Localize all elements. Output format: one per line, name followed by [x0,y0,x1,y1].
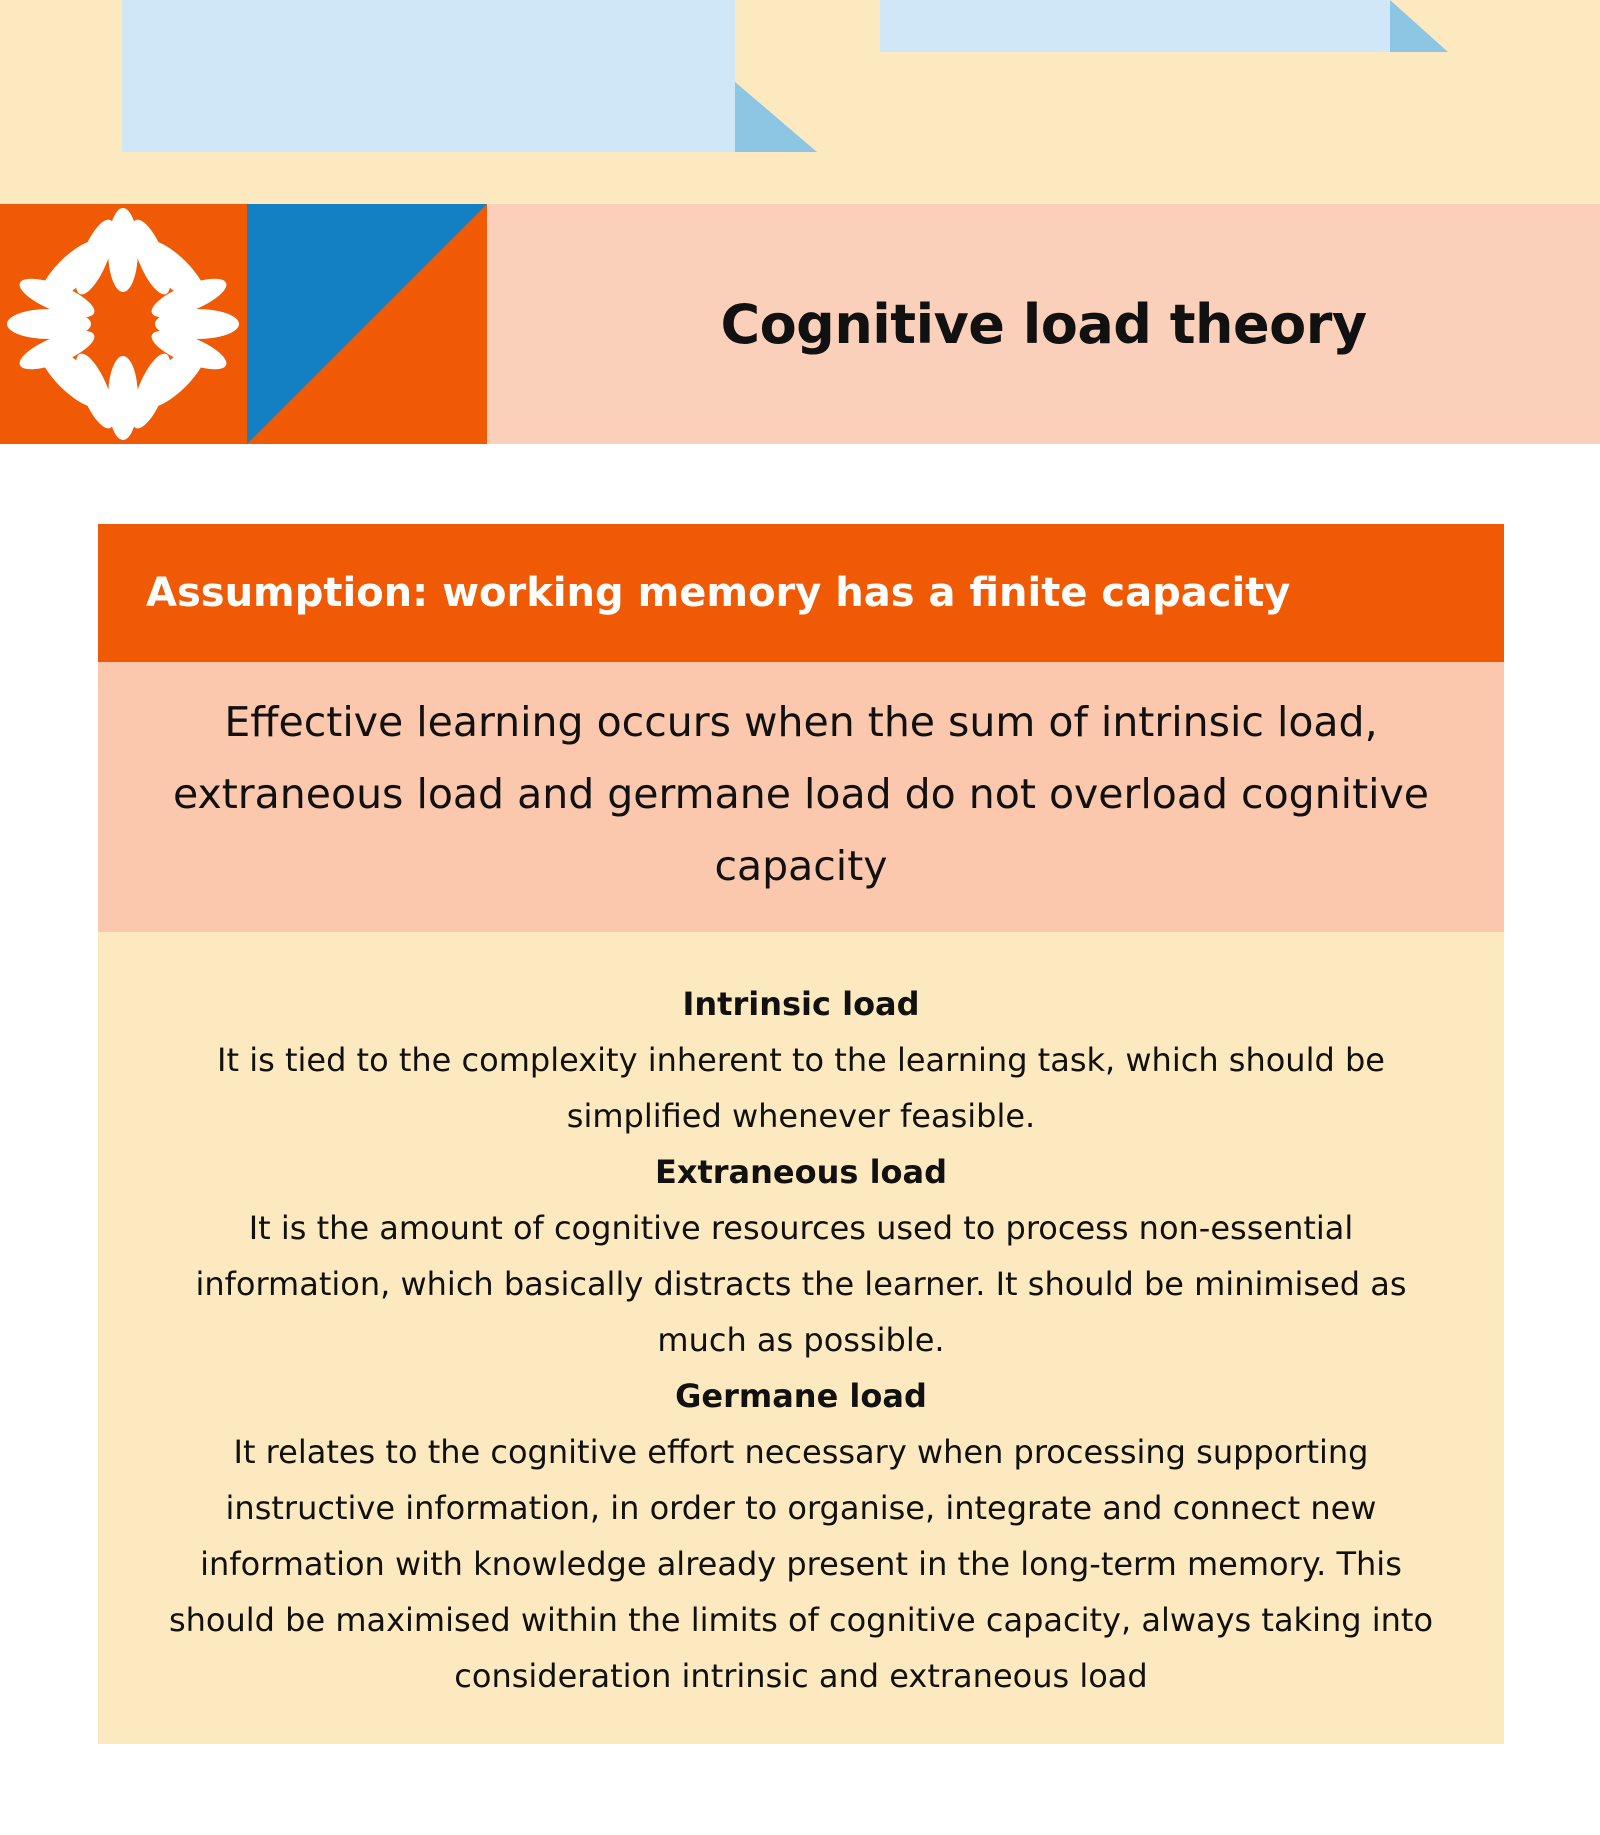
assumption-text: Effective learning occurs when the sum of intrinsic load, extraneous load and germane load do not overload cognitive capacity [98,662,1504,932]
load-title-extraneous: Extraneous load [654,1153,948,1191]
cognitive-load-card [98,524,1504,1744]
speech-bubble-long-term-memory [122,0,735,152]
page-title: Cognitive load theory [720,292,1367,356]
logo [0,204,487,444]
load-list [98,932,1504,1744]
load-title-intrinsic: Intrinsic load [682,985,920,1023]
logo-triangle-icon [247,204,487,444]
load-text-extraneous: It is the amount of cognitive resources used to process non-essential information, which basically distracts the learner. It should be minimised as much as possible. [195,1209,1407,1359]
page-header [0,204,1600,444]
load-title-germane: Germane load [675,1377,927,1415]
load-text-germane: It relates to the cognitive effort necessary when processing supporting instructive information, in order to organise, integrate and connect new information with knowledge already present in the long-term memory. This should be maximised within the limits of cognitive capacity, always taking into consideration intrinsic and extraneous load [168,1433,1434,1695]
flower-burst-icon [0,204,247,444]
speech-bubble-secondary [880,0,1390,52]
logo-blue-square [247,204,487,444]
top-banner [0,0,1600,204]
load-text-intrinsic: It is tied to the complexity inherent to the learning task, which should be simplified whenever feasible. [217,1041,1385,1135]
assumption-heading: Assumption: working memory has a finite capacity [98,524,1504,662]
speech-bubble-tail-icon [735,82,817,152]
speech-bubble-tail-icon [1390,0,1448,52]
